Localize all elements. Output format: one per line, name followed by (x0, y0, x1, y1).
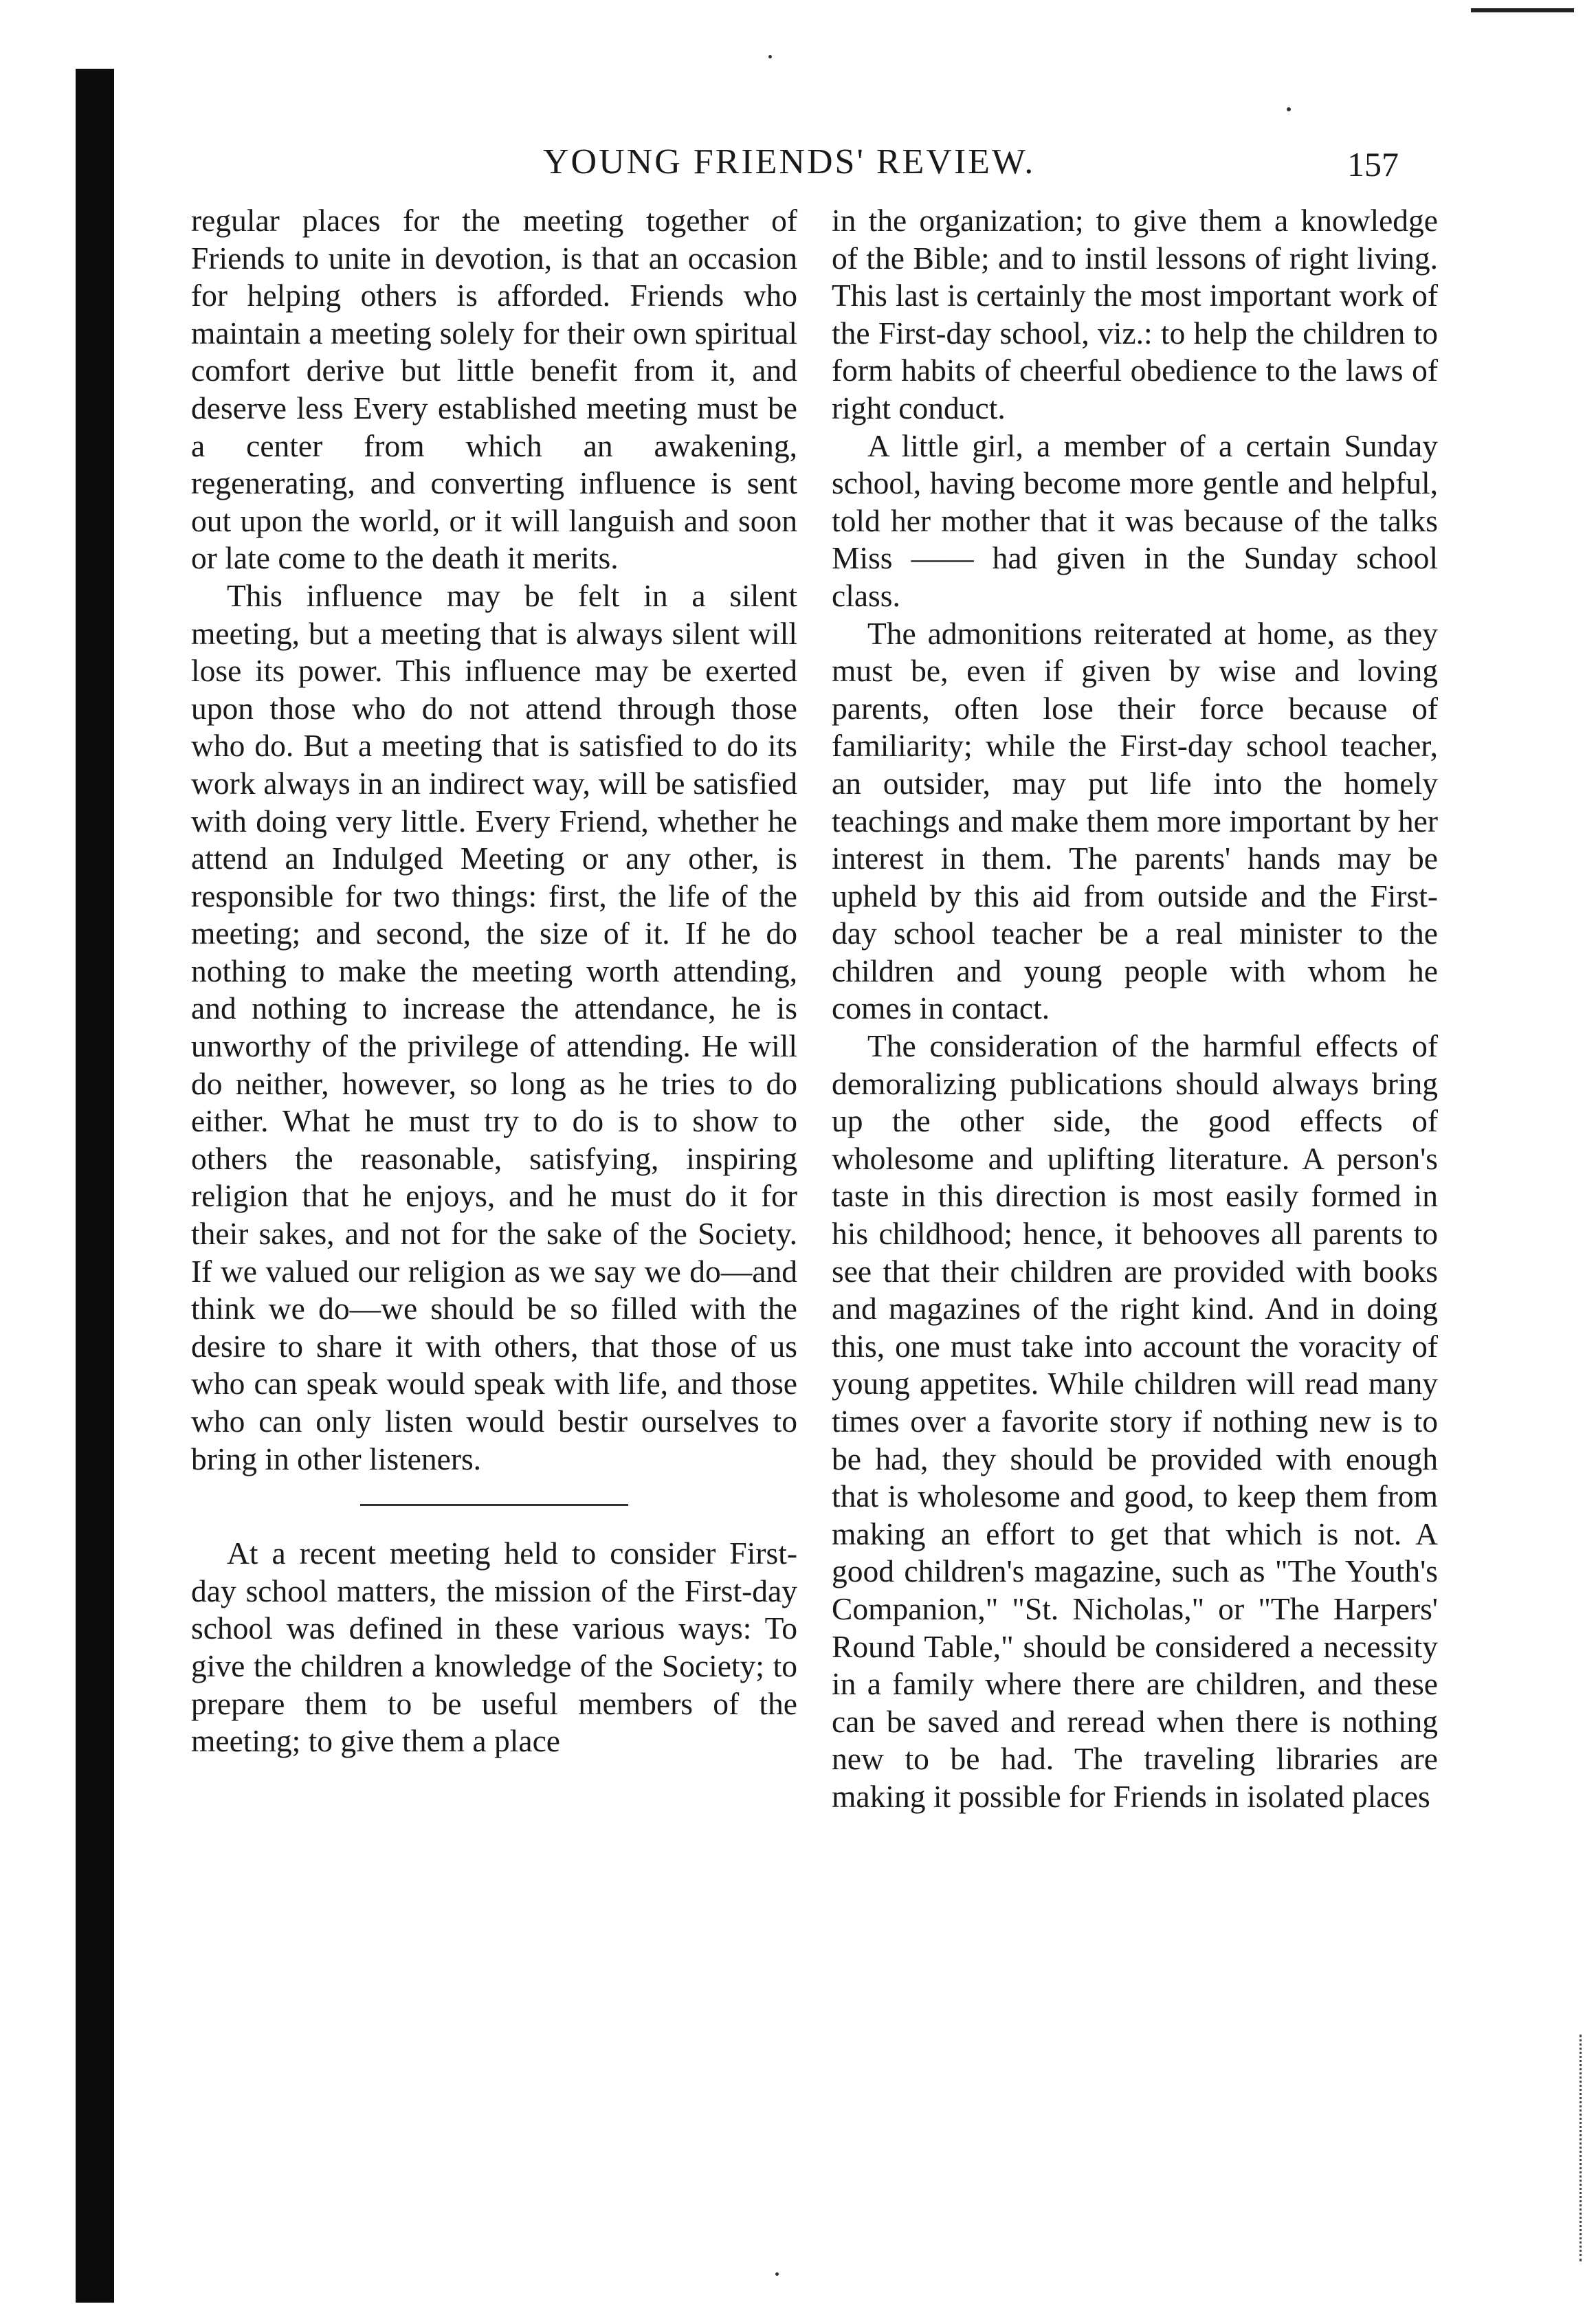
section-divider (360, 1504, 628, 1506)
paragraph: in the organization; to give them a knowledge of the Bible; and to instil lessons of right living. This last is certainly the most important work of the First-day school, viz.: to help the children to form habits of cheerful obedience to the laws of right conduct. (832, 203, 1438, 425)
binding-edge (76, 69, 114, 2303)
ink-speck (775, 2272, 779, 2276)
running-title: YOUNG FRIENDS' REVIEW. (543, 142, 1036, 181)
top-rule (1471, 8, 1574, 12)
page-header (0, 135, 1596, 190)
paragraph: A little girl, a member of a certain Sunday school, having become more gentle and helpful, told her mother that it was because of the talks Miss —— had given in the Sunday school class. (832, 428, 1438, 613)
page-number: 157 (1347, 145, 1399, 184)
paragraph: regular places for the meeting together of Friends to unite in devotion, is that an occasion for helping others is afforded. Friends who maintain a meeting solely for their own spiritual comfort derive but little benefit from it, and deserve less Every established meeting must be a center from which an awakening, regenerating, and converting influence is sent out upon the world, or it will languish and soon or late come to the death it merits. (191, 203, 797, 576)
ink-speck (768, 55, 772, 58)
right-column (832, 202, 1438, 1816)
paragraph: The admonitions reiterated at home, as they must be, even if given by wise and loving parents, often lose their force because of familiarity; while the First-day school teacher, an outsider, may put life into the homely teachings and make them more important by her interest in them. The parents' hands may be upheld by this aid from outside and the First-day school teacher be a real minister to the children and young people with whom he comes in contact. (832, 615, 1438, 1026)
ink-speck (1287, 107, 1291, 111)
paragraph: At a recent meeting held to consider First-day school matters, the mission of the First-day school was defined in these various ways: To give the children a knowledge of the Society; to prepare them to be useful members of the meeting; to give them a place (191, 1536, 797, 1759)
paragraph: This influence may be felt in a silent meeting, but a meeting that is always silent will lose its power. This influence may be exerted upon those who do not attend through those who do. But a meeting that is satisfied to do its work always in an indirect way, will be satisfied with doing very little. Every Friend, whether he attend an Indulged Meeting or any other, is responsible for two things: first, the life of the meeting; and second, the size of it. If he do nothing to make the meeting worth attending, and nothing to increase the attendance, he is unworthy of the privilege of attending. He will do neither, however, so long as he tries to do either. What he must try to do is to show to others the reasonable, satisfying, inspiring religion that he enjoys, and he must do it for their sakes, and not for the sake of the Society. If we valued our religion as we say we do—and think we do—we should be so filled with the desire to share it with others, that those of us who can speak would speak with life, and those who can only listen would bestir ourselves to bring in other listeners. (191, 577, 797, 1476)
paragraph: The consideration of the harmful effects of demoralizing publications should always bring up the other side, the good effects of wholesome and uplifting literature. A person's taste in this direction is most easily formed in his childhood; hence, it behooves all parents to see that their children are provided with books and magazines of the right kind. And in doing this, one must take into account the voracity of young appetites. While children will read many times over a favorite story if nothing new is to be had, they should be provided with enough that is wholesome and good, to keep them from making an effort to get that which is not. A good children's magazine, such as "The Youth's Companion," "St. Nicholas," or "The Harpers' Round Table," should be considered a necessity in a family where there are children, and these can be saved and reread when there is nothing new to be had. The traveling libraries are making it possible for Friends in isolated places (832, 1028, 1438, 1814)
left-column (191, 202, 797, 1760)
margin-marks (1580, 2035, 1587, 2261)
